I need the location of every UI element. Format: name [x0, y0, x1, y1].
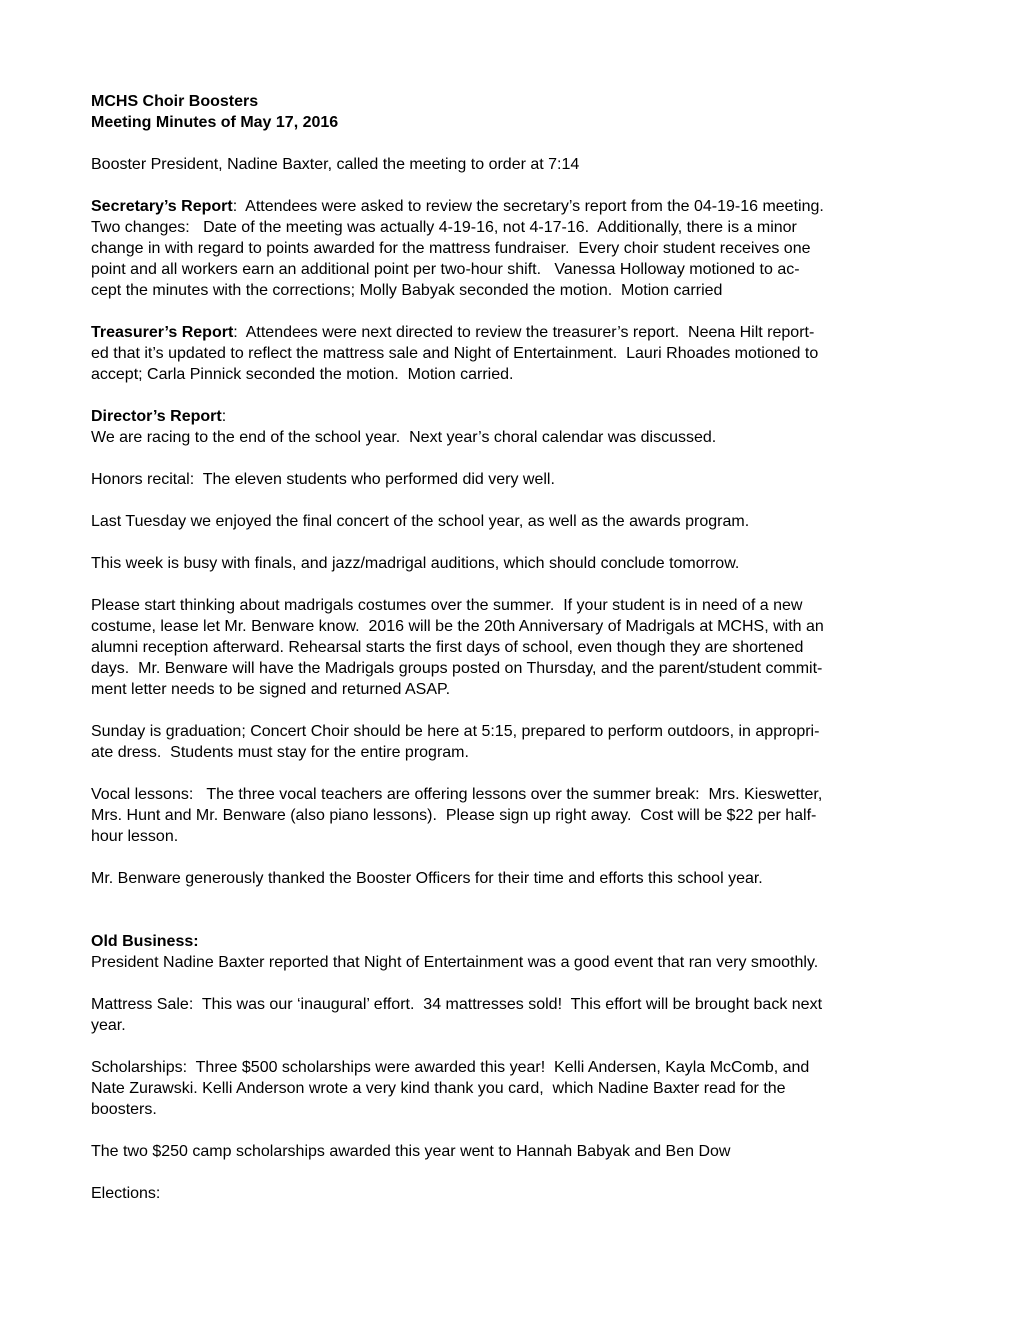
old-business-section [91, 931, 936, 973]
treasurer-line-2: ed that it’s updated to reflect the mattress sale and Night of Entertainment. Lauri Rhoades motioned to [91, 345, 819, 362]
elections-heading: Elections: [91, 1185, 161, 1202]
madrigals-line-2: costume, lease let Mr. Benware know. 2016 will be the 20th Anniversary of Madrigals at MCHS, with an [91, 618, 824, 635]
graduation-line-1: Sunday is graduation; Concert Choir should be here at 5:15, prepared to perform outdoors, in appropri- [91, 723, 820, 740]
org-title: MCHS Choir Boosters [91, 93, 259, 110]
director-report [91, 406, 936, 448]
scholarships-line-1: Scholarships: Three $500 scholarships were awarded this year! Kelli Andersen, Kayla McComb, and [91, 1059, 810, 1076]
meeting-subtitle: Meeting Minutes of May 17, 2016 [91, 114, 339, 131]
document-header [91, 91, 936, 133]
mattress-sale-paragraph [91, 994, 936, 1036]
director-heading-colon: : [221, 408, 227, 425]
night-of-entertainment-text: President Nadine Baxter reported that Night of Entertainment was a good event that ran very smoothly. [91, 954, 819, 971]
secretary-report [91, 196, 936, 301]
madrigals-line-1: Please start thinking about madrigals costumes over the summer. If your student is in need of a new [91, 597, 803, 614]
secretary-line-5: cept the minutes with the corrections; Molly Babyak seconded the motion. Motion carried [91, 282, 723, 299]
scholarships-line-2: Nate Zurawski. Kelli Anderson wrote a very kind thank you card, which Nadine Baxter read for the [91, 1080, 786, 1097]
mattress-line-2: year. [91, 1017, 126, 1034]
director-heading: Director’s Report [91, 408, 222, 425]
secretary-heading: Secretary’s Report [91, 198, 233, 215]
graduation-paragraph [91, 721, 936, 763]
vocal-line-1: Vocal lessons: The three vocal teachers are offering lessons over the summer break: Mrs. Kieswetter, [91, 786, 823, 803]
graduation-line-2: ate dress. Students must stay for the entire program. [91, 744, 469, 761]
treasurer-line-1: : Attendees were next directed to review the treasurer’s report. Neena Hilt report- [233, 324, 815, 341]
treasurer-report [91, 322, 936, 385]
finals-paragraph: This week is busy with finals, and jazz/madrigal auditions, which should conclude tomorrow. [91, 555, 740, 572]
secretary-line-4: point and all workers earn an additional point per two-hour shift. Vanessa Holloway motioned to ac- [91, 261, 800, 278]
vocal-lessons-paragraph [91, 784, 936, 847]
madrigals-line-5: ment letter needs to be signed and returned ASAP. [91, 681, 451, 698]
madrigals-line-3: alumni reception afterward. Rehearsal starts the first days of school, even though they are shortened [91, 639, 804, 656]
final-concert-paragraph: Last Tuesday we enjoyed the final concert of the school year, as well as the awards program. [91, 513, 750, 530]
treasurer-line-3: accept; Carla Pinnick seconded the motion. Motion carried. [91, 366, 514, 383]
thanks-paragraph: Mr. Benware generously thanked the Booster Officers for their time and efforts this school year. [91, 870, 763, 887]
treasurer-heading: Treasurer’s Report [91, 324, 234, 341]
madrigals-paragraph [91, 595, 936, 700]
vocal-line-3: hour lesson. [91, 828, 179, 845]
honors-recital-paragraph: Honors recital: The eleven students who performed did very well. [91, 471, 555, 488]
director-intro: We are racing to the end of the school year. Next year’s choral calendar was discussed. [91, 429, 717, 446]
secretary-line-1: : Attendees were asked to review the secretary’s report from the 04-19-16 meeting. [232, 198, 824, 215]
scholarships-line-3: boosters. [91, 1101, 157, 1118]
secretary-line-2: Two changes: Date of the meeting was actually 4-19-16, not 4-17-16. Additionally, there is a minor [91, 219, 797, 236]
old-business-heading: Old Business: [91, 933, 199, 950]
mattress-line-1: Mattress Sale: This was our ‘inaugural’ effort. 34 mattresses sold! This effort will be brought back next [91, 996, 823, 1013]
scholarships-paragraph [91, 1057, 936, 1120]
vocal-line-2: Mrs. Hunt and Mr. Benware (also piano lessons). Please sign up right away. Cost will be $22 per half- [91, 807, 817, 824]
document-page [91, 91, 936, 1225]
secretary-line-3: change in with regard to points awarded for the mattress fundraiser. Every choir student receives one [91, 240, 811, 257]
camp-scholarships-paragraph: The two $250 camp scholarships awarded this year went to Hannah Babyak and Ben Dow [91, 1143, 731, 1160]
opening-statement: Booster President, Nadine Baxter, called the meeting to order at 7:14 [91, 156, 580, 173]
madrigals-line-4: days. Mr. Benware will have the Madrigals groups posted on Thursday, and the parent/student commit- [91, 660, 823, 677]
